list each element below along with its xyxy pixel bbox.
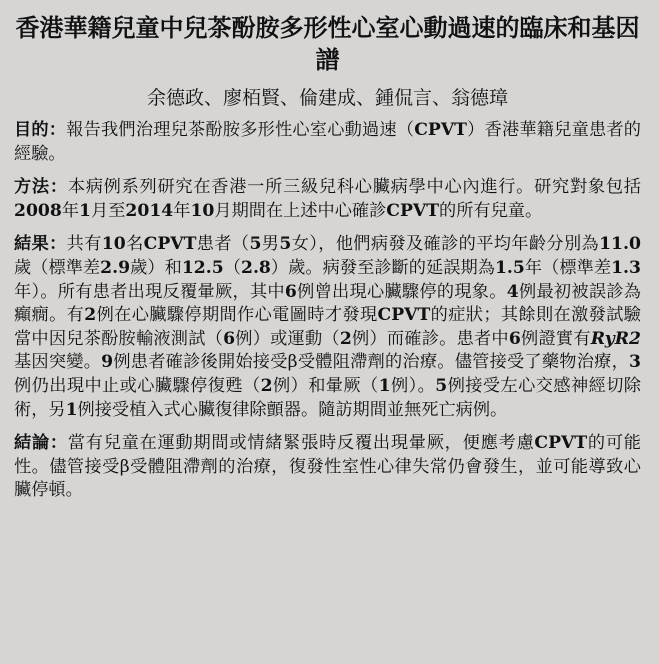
text-run: 本病例系列研究在香港一所三級兒科心臟病學中心內進行。研究對象包括 bbox=[67, 177, 641, 198]
text-run: 2 bbox=[260, 375, 273, 396]
text-run: 6 bbox=[284, 281, 297, 302]
text-run: 基因突變。 bbox=[14, 352, 102, 373]
section-label: 結果： bbox=[14, 234, 67, 255]
section-body bbox=[14, 120, 641, 164]
text-run: 2 bbox=[339, 328, 352, 349]
text-run: 歲）和 bbox=[130, 257, 182, 278]
section-objective bbox=[14, 119, 641, 166]
text-run: 共有 bbox=[66, 234, 102, 255]
text-run: RyR2 bbox=[590, 328, 641, 349]
text-run: ）歲。病發至診斷的延誤期為 bbox=[270, 257, 495, 278]
text-run: CPVT bbox=[386, 200, 439, 221]
text-run: 10 bbox=[190, 200, 215, 221]
text-run: 當有兒童在運動期間或情緒緊張時反覆出現暈厥，便應考慮 bbox=[67, 433, 535, 454]
text-run: 1.3 bbox=[611, 257, 641, 278]
text-run: （ bbox=[223, 257, 241, 278]
section-label: 目的： bbox=[14, 120, 67, 140]
text-run: 例接受左心交感神經切除術，另 bbox=[14, 375, 641, 420]
text-run: 1 bbox=[378, 375, 391, 396]
text-run: 例）或運動（ bbox=[235, 328, 340, 349]
section-methods bbox=[14, 176, 641, 223]
text-run: 11.0 bbox=[599, 234, 641, 255]
section-body bbox=[14, 177, 641, 221]
text-run: CPVT bbox=[534, 433, 588, 454]
text-run: 報告我們治理兒茶酚胺多形性心室心動過速（ bbox=[66, 120, 415, 140]
text-run: 歲（標準差 bbox=[14, 257, 101, 278]
text-run: 2.8 bbox=[240, 257, 271, 278]
text-run: 5 bbox=[279, 234, 292, 255]
text-run: 2014 bbox=[125, 200, 174, 221]
text-run: 4 bbox=[506, 281, 519, 302]
text-run: 6 bbox=[508, 328, 521, 349]
section-label: 方法： bbox=[14, 177, 68, 198]
text-run: 5 bbox=[249, 234, 262, 255]
text-run: 2.9 bbox=[100, 257, 131, 278]
text-run: 9 bbox=[101, 352, 114, 373]
text-run: 3 bbox=[629, 352, 641, 373]
text-run: 1 bbox=[65, 399, 78, 420]
text-run: 患者（ bbox=[196, 234, 250, 255]
text-run: 的症狀；其餘則在激發試驗當中因兒茶酚胺輸液測試（ bbox=[14, 305, 641, 349]
text-run: 例在心臟驟停期間作心電圖時才發現 bbox=[96, 305, 378, 326]
text-run: 年（標準差 bbox=[524, 257, 612, 278]
section-label: 結論： bbox=[14, 433, 68, 454]
text-run: 2 bbox=[84, 305, 97, 326]
text-run: 例患者確診後開始接受β受體阻滯劑的治療。儘管接受了藥物治療， bbox=[113, 352, 630, 373]
text-run: 6 bbox=[223, 328, 236, 349]
text-run: 例）。 bbox=[390, 375, 436, 396]
text-run: 月至 bbox=[91, 200, 126, 221]
text-run: 例）而確診。患者中 bbox=[351, 328, 509, 349]
text-run: 例仍出現中止或心臟驟停復甦（ bbox=[14, 375, 261, 396]
text-run: CPVT bbox=[143, 234, 197, 255]
text-run: 例）和暈厥（ bbox=[272, 375, 379, 396]
text-run: ）香港華籍兒童患者的經驗。 bbox=[14, 120, 641, 164]
text-run: 名 bbox=[125, 234, 144, 255]
article-title: 香港華籍兒童中兒茶酚胺多形性心室心動過速的臨床和基因譜 bbox=[15, 14, 640, 74]
section-results bbox=[14, 233, 641, 422]
text-run: 年 bbox=[61, 200, 80, 221]
text-run: 1 bbox=[79, 200, 92, 221]
text-run: 12.5 bbox=[181, 257, 224, 278]
text-run: 5 bbox=[435, 375, 448, 396]
text-run: 例接受植入式心臟復律除顫器。隨訪期間並無死亡病例。 bbox=[77, 399, 508, 420]
section-body bbox=[14, 234, 641, 419]
text-run: 1.5 bbox=[494, 257, 525, 278]
section-conclusion bbox=[14, 432, 641, 503]
text-run: 年 bbox=[173, 200, 191, 221]
text-run: 10 bbox=[101, 234, 126, 255]
text-run: 女），他們病發及確診的平均年齡分別為 bbox=[291, 234, 600, 255]
text-run: 例曾出現心臟驟停的現象。 bbox=[296, 281, 507, 302]
text-run: CPVT bbox=[377, 305, 431, 326]
text-run: 的所有兒童。 bbox=[439, 200, 543, 221]
author-list: 余德政、廖栢賢、倫建成、鍾侃言、翁德璋 bbox=[146, 87, 508, 109]
text-run: 的可能性。儘管接受β受體阻滯劑的治療，復發性室性心律失常仍會發生，並可能導致心臟停頓。 bbox=[14, 433, 641, 501]
text-run: 例最初被誤診為癲癇。有 bbox=[14, 281, 641, 326]
section-body bbox=[14, 433, 641, 500]
text-run: 月期間在上述中心確診 bbox=[214, 200, 387, 221]
text-run: 男 bbox=[261, 234, 280, 255]
text-run: CPVT bbox=[414, 120, 467, 140]
text-run: 例證實有 bbox=[520, 328, 591, 349]
text-run: 2008 bbox=[14, 200, 62, 221]
text-run: 年）。所有患者出現反覆暈厥，其中 bbox=[14, 281, 285, 302]
